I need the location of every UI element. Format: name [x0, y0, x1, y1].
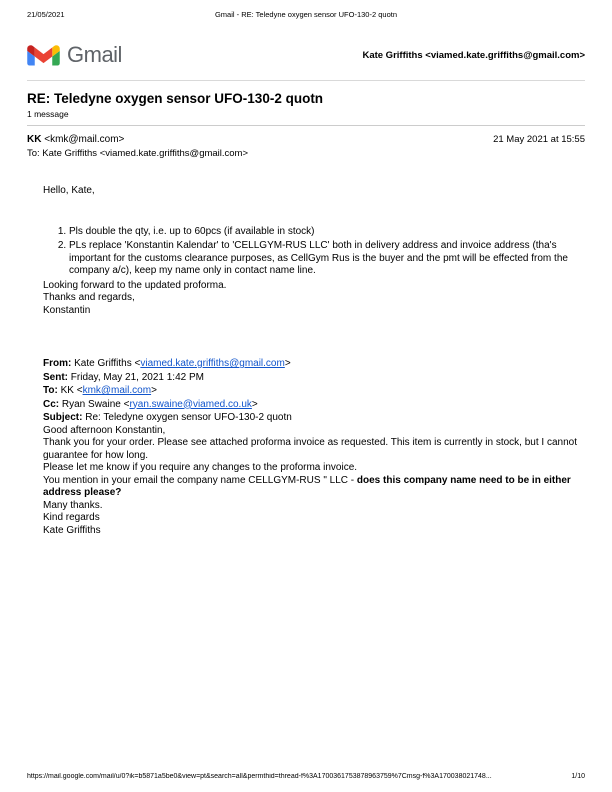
page-number: 1/10	[571, 773, 585, 780]
reply-greeting: Good afternoon Konstantin,	[43, 424, 166, 436]
message-body	[43, 185, 585, 537]
from-name: Kate Griffiths <	[71, 358, 141, 369]
gmail-header-row	[27, 42, 585, 68]
quoted-headers	[43, 357, 585, 425]
subject-label: Subject:	[43, 412, 83, 423]
cc-label: Cc:	[43, 398, 60, 410]
divider-subject	[27, 125, 585, 126]
gmail-logo	[27, 42, 122, 68]
sent-label: Sent:	[43, 371, 68, 383]
reply-signature: Kate Griffiths	[43, 524, 101, 536]
to-email-link[interactable]: kmk@mail.com	[82, 385, 152, 396]
sender-name: KK	[27, 134, 42, 145]
email-subject-title: RE: Teledyne oxygen sensor UFO-130-2 quotn	[27, 91, 324, 106]
message-date: 21 May 2021 at 15:55	[493, 134, 585, 145]
greeting: Hello, Kate,	[43, 185, 95, 196]
from-label: From:	[43, 358, 72, 369]
sender-email: <kmk@mail.com>	[41, 134, 125, 145]
to-label: To:	[43, 385, 58, 396]
subject-value: Re: Teledyne oxygen sensor UFO-130-2 quotn	[82, 412, 292, 423]
account-owner: Kate Griffiths <viamed.kate.griffiths@gmail.com>	[362, 49, 585, 61]
quoted-cc-line	[43, 398, 585, 412]
closing-line-2: Thanks and regards,	[43, 292, 135, 303]
quoted-sent-line	[43, 371, 585, 385]
message-count: 1 message	[27, 109, 69, 119]
print-date: 21/05/2021	[27, 10, 65, 19]
reply-paragraph-2: Please let me know if you require any changes to the proforma invoice.	[43, 462, 358, 473]
cc-name: Ryan Swaine <	[59, 398, 130, 410]
sent-value: Friday, May 21, 2021 1:42 PM	[68, 371, 204, 383]
quoted-subject-line	[43, 411, 585, 425]
to-close: >	[151, 385, 157, 396]
from-email-link[interactable]: viamed.kate.griffiths@gmail.com	[140, 358, 285, 369]
gmail-m-icon	[27, 43, 60, 68]
print-url: https://mail.google.com/mail/u/0?ik=b5871a5be0&view=pt&search=all&permthid=thread-f%3A1700361753878963759%7Cmsg-f%3A170038021748...	[27, 773, 492, 780]
quoted-from-line	[43, 357, 585, 371]
list-item: 2. PLs replace 'Konstantin Kalendar' to 'CELLGYM-RUS LLC' both in delivery address and invoice address (tha's important for the customs clearance purposes, as CellGym Rus is the buyer and the pmt will be effected from the company a/c), keep my name only in contact name line.	[69, 240, 585, 278]
divider-top	[27, 80, 585, 81]
from-close: >	[284, 358, 291, 369]
request-list	[43, 226, 585, 278]
quoted-to-line	[43, 384, 585, 398]
list-item: 1. Pls double the qty, i.e. up to 60pcs (if available in stock)	[69, 226, 585, 239]
message-header-row	[27, 134, 585, 145]
sender-signature: Konstantin	[43, 304, 91, 316]
cc-email-link[interactable]: ryan.swaine@viamed.co.uk	[129, 398, 252, 410]
gmail-wordmark: Gmail	[67, 42, 122, 67]
to-name: KK <	[57, 385, 83, 396]
reply-regards: Kind regards	[43, 512, 100, 523]
print-header	[27, 10, 585, 22]
sender-line	[27, 134, 124, 145]
email-content	[27, 34, 585, 537]
reply-p3-bold: does this company name need to be in either address please?	[43, 474, 571, 498]
reply-paragraph-3	[43, 475, 585, 500]
print-title: Gmail - RE: Teledyne oxygen sensor UFO-130-2 quotn	[214, 10, 398, 19]
reply-paragraph-1: Thank you for your order. Please see attached proforma invoice as requested. This item is currently in stock, but I cannot guarantee for how long.	[43, 437, 577, 461]
reply-p3-normal: You mention in your email the company name CELLGYM-RUS " LLC -	[43, 474, 357, 486]
reply-thanks: Many thanks.	[43, 499, 103, 511]
print-footer	[27, 773, 585, 780]
to-line: To: Kate Griffiths <viamed.kate.griffiths@gmail.com>	[27, 148, 249, 159]
cc-close: >	[251, 398, 258, 410]
closing-line-1: Looking forward to the updated proforma.	[43, 279, 227, 291]
